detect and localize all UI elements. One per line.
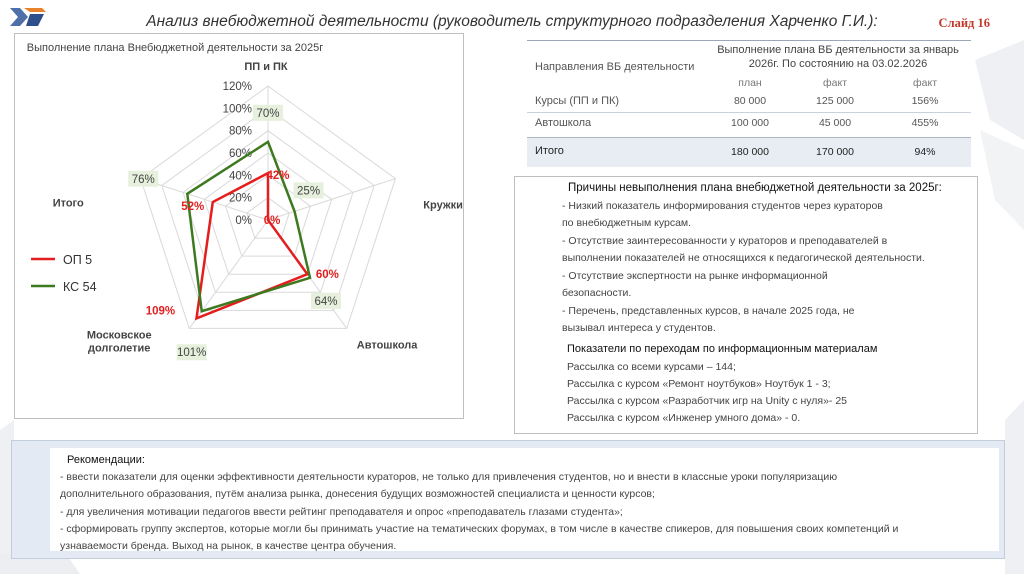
- radar-axis-label: ПП и ПК: [244, 61, 288, 73]
- table-header-direction: Направления ВБ деятельности: [535, 61, 695, 73]
- data-label: 64%: [314, 295, 338, 308]
- recommendation-line: - сформировать группу экспертов, которые могли бы принимать участие на тематических форумах, в том числе в качестве спикеров, для повышения своих компетенций и: [60, 523, 899, 535]
- radar-axis-label: Московское долголетие: [86, 329, 152, 355]
- reason-line: по внебюджетным курсам.: [562, 217, 692, 229]
- table-col-fact-pct: факт: [913, 77, 937, 89]
- radar-tick-label: 40%: [228, 170, 252, 183]
- reason-line: - Низкий показатель информирования студентов через кураторов: [562, 200, 883, 212]
- table-top-border: [527, 40, 971, 41]
- table-cell-pct: 156%: [911, 95, 939, 107]
- recommendations-title: Рекомендации:: [67, 454, 145, 466]
- recommendations-body: [50, 448, 999, 551]
- reason-line: вызывал интереса у студентов.: [562, 322, 716, 334]
- metric-line: Рассылка с курсом «Инженер умного дома» - 0.: [567, 412, 801, 424]
- radar-tick-label: 0%: [235, 215, 252, 227]
- table-total-row: [527, 137, 971, 167]
- metric-line: Рассылка со всеми курсами – 144;: [567, 361, 736, 373]
- table-total-fact: 170 000: [816, 146, 854, 158]
- table-cell-plan: 80 000: [733, 95, 767, 107]
- table-cell-plan: 100 000: [731, 117, 769, 129]
- plan-table: [527, 40, 971, 166]
- data-label: 42%: [266, 170, 290, 183]
- page-title: Анализ внебюджетной деятельности (руководитель структурного подразделения Харченко Г.И.):: [146, 13, 878, 30]
- radar-axis-label: Итого: [52, 197, 84, 210]
- data-label: 25%: [297, 185, 321, 198]
- radar-labels: [53, 61, 463, 360]
- data-label: 70%: [256, 107, 280, 120]
- table-cell-fact: 125 000: [816, 95, 854, 107]
- radar-chart: [15, 34, 463, 418]
- table-row-separator: [527, 112, 971, 113]
- metric-line: Рассылка с курсом «Ремонт ноутбуков» Ноутбук 1 - 3;: [567, 378, 831, 390]
- table-col-plan: план: [738, 77, 762, 89]
- legend-label: КС 54: [63, 280, 97, 294]
- radar-axis-label: Автошкола: [356, 339, 418, 352]
- radar-tick-label: 120%: [222, 81, 252, 93]
- data-label: 76%: [131, 173, 155, 186]
- table-total-pct: 94%: [914, 146, 936, 158]
- data-label: 0%: [263, 215, 281, 227]
- radar-tick-label: 60%: [228, 148, 252, 160]
- data-label: 109%: [145, 305, 176, 318]
- radar-axis-label: Кружки: [423, 199, 463, 212]
- reason-line: безопасности.: [562, 287, 632, 299]
- recommendations-panel: [11, 440, 1005, 559]
- recommendation-line: узнаваемости бренда. Выход на рынок, в качестве центра обучения.: [60, 540, 397, 552]
- data-label: 101%: [176, 347, 207, 360]
- radar-tick-label: 100%: [222, 103, 252, 116]
- data-label: 60%: [315, 269, 339, 282]
- reason-line: - Перечень, представленных курсов, в начале 2025 года, не: [562, 305, 855, 317]
- reason-line: - Отсутствие заинтересованности у кураторов и преподавателей в: [562, 235, 888, 247]
- table-row-label: Автошкола: [535, 117, 592, 129]
- chart-legend: [31, 253, 97, 294]
- slide-number: Слайд 16: [938, 16, 990, 30]
- recommendation-line: - ввести показатели для оценки эффективности деятельности кураторов, не только для привлечения студентов, но и внести в классные уроки популяризацию: [60, 471, 838, 483]
- metrics-title: Показатели по переходам по информационным материалам: [567, 343, 878, 355]
- data-label: 52%: [181, 201, 205, 214]
- chart-title: Выполнение плана Внебюджетной деятельности за 2025г: [26, 42, 324, 54]
- table-total-label: Итого: [535, 145, 564, 157]
- table-total-plan: 180 000: [731, 146, 769, 158]
- radar-tick-label: 20%: [228, 192, 252, 205]
- reason-line: выполнении показателей не относящихся к педагогической деятельности.: [562, 252, 925, 264]
- radar-tick-label: 80%: [228, 125, 252, 138]
- table-row-label: Курсы (ПП и ПК): [535, 95, 620, 107]
- table-col-fact: факт: [823, 77, 847, 89]
- reasons-panel: [514, 176, 978, 434]
- reasons-title: Причины невыполнения плана внебюджетной деятельности за 2025г:: [568, 182, 942, 194]
- table-header-main: Выполнение плана ВБ деятельности за январь 2026г. По состоянию на 03.02.2026: [717, 44, 959, 70]
- recommendation-line: дополнительного образования, путём анализа рынка, донесения будущих возможностей специалиста и ценности курсов;: [60, 488, 655, 500]
- table-cell-pct: 455%: [911, 117, 939, 129]
- reason-line: - Отсутствие экспертности на рынке информационной: [562, 270, 828, 282]
- recommendation-line: - для увеличения мотивации педагогов ввести рейтинг преподавателя и опрос «преподаватель глазами студента»;: [60, 506, 623, 518]
- legend-label: ОП 5: [63, 253, 93, 267]
- radar-chart-panel: [14, 33, 464, 419]
- table-cell-fact: 45 000: [818, 117, 852, 129]
- metric-line: Рассылка с курсом «Разработчик игр на Unity с нуля»- 25: [567, 395, 848, 407]
- radar-spoke: [268, 179, 395, 220]
